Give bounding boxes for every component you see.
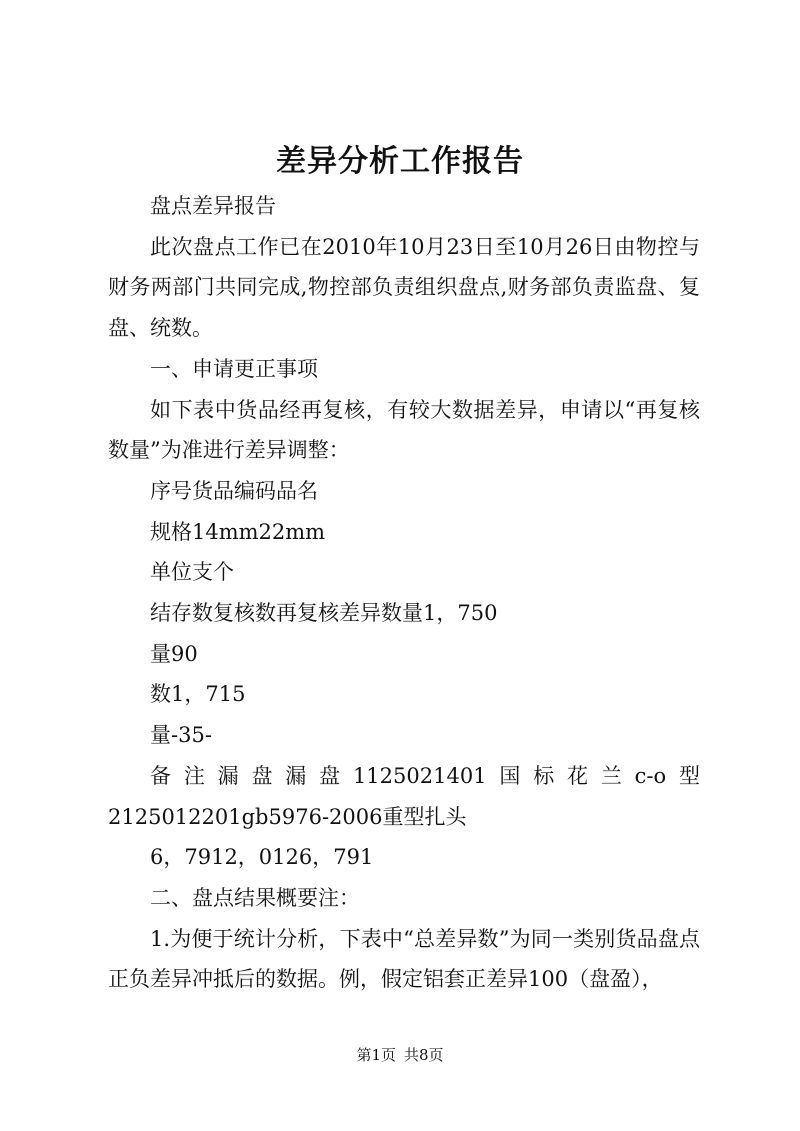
page-number: 第1页	[356, 1046, 396, 1064]
document-body	[108, 186, 700, 1000]
paragraph-section-one-heading: 一、申请更正事项	[150, 356, 318, 381]
paragraph-table-header: 序号货品编码品名	[150, 478, 318, 503]
paragraph-spec: 规格14mm22mm	[150, 519, 326, 544]
paragraph-section-one-text: 如下表中货品经再复核，有较大数据差异，申请以“再复核数量”为准进行差异调整：	[108, 397, 700, 463]
paragraph-qty-minus-35: 量-35-	[150, 723, 212, 748]
paragraph-remarks: 备注漏盘漏盘1125021401国标花兰c-o型	[150, 763, 700, 788]
paragraph-totals: 6，7912，0126，791	[150, 845, 374, 870]
paragraph-note-one: 1.为便于统计分析，下表中“总差异数”为同一类别货品盘点正负差异冲抵后的数据。例，假定铝套正差异100（盘盈），	[108, 926, 700, 992]
page-footer	[0, 1044, 800, 1066]
paragraph-report-heading: 盘点差异报告	[150, 194, 276, 218]
paragraph-count-1715: 数1，715	[150, 682, 246, 707]
paragraph-unit: 单位支个	[150, 560, 234, 585]
paragraph-qty-90: 量90	[150, 641, 198, 666]
paragraph-remarks-continued: 2125012201gb5976-2006重型扎头	[108, 804, 467, 829]
paragraph-intro: 此次盘点工作已在2010年10月23日至10月26日由物控与财务两部门共同完成,物控部负责组织盘点,财务部负责监盘、复盘、统数。	[108, 234, 700, 341]
page-total: 共8页	[404, 1046, 444, 1064]
paragraph-section-two-heading: 二、盘点结果概要注：	[150, 885, 360, 910]
paragraph-counts: 结存数复核数再复核差异数量1，750	[150, 601, 498, 626]
document-title: 差异分析工作报告	[276, 144, 524, 179]
